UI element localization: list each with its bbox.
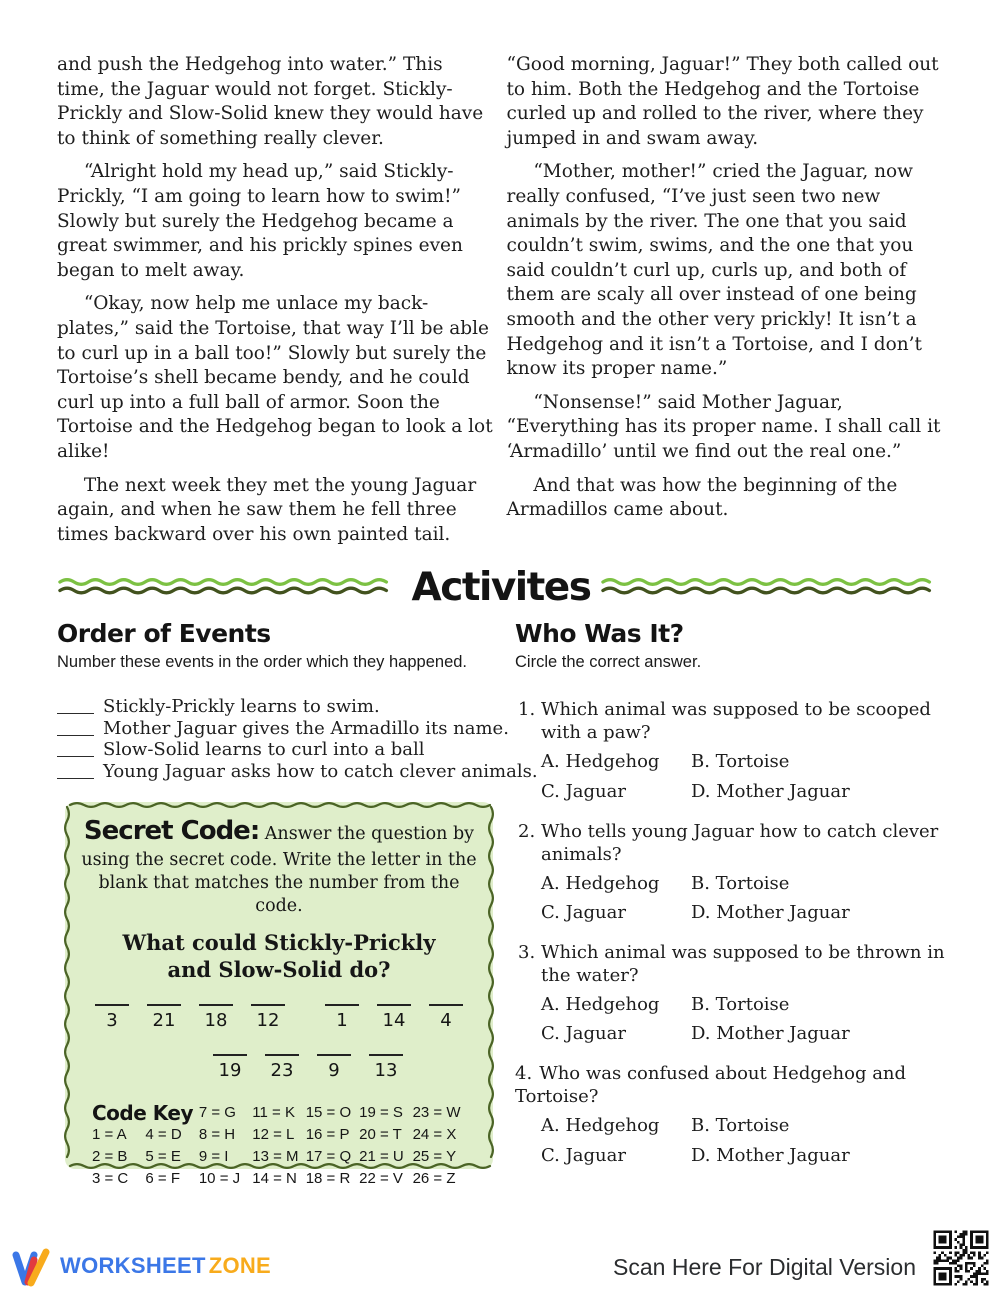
event-item: [57, 696, 501, 718]
activities-divider: [57, 565, 945, 611]
letter-blank[interactable]: 1: [325, 1004, 359, 1031]
activities-title: Activites: [411, 565, 591, 611]
question-1: [515, 698, 945, 802]
question-3: [515, 941, 945, 1045]
event-item: [57, 717, 509, 740]
answer-option[interactable]: A. Hedgehog: [541, 751, 660, 773]
answer-blank[interactable]: [57, 700, 94, 714]
code-key-cell: 14 = N: [252, 1169, 297, 1187]
who-was-it-instruction: Circle the correct answer.: [515, 653, 702, 672]
secret-code-instruction: Answer the question by using the secret code. Write the letter in the blank that matches the number from the code.: [81, 824, 477, 916]
secret-code-heading: Secret Code:: [83, 816, 260, 847]
answer-option[interactable]: C. Jaguar: [541, 780, 626, 802]
letter-blank[interactable]: 3: [95, 1004, 129, 1031]
code-key-cell: 5 = E: [145, 1147, 181, 1165]
question-text: Which animal was supposed to be scooped with a paw?: [541, 699, 931, 744]
code-key-cell: 9 = I: [198, 1147, 229, 1165]
story-column-left: [57, 53, 496, 556]
events-list: [57, 696, 538, 782]
worksheetzone-logo-icon: [11, 1244, 53, 1288]
wavy-line-icon: [57, 574, 402, 601]
code-word: [213, 1054, 403, 1081]
question-text: Who was confused about Hedgehog and Tortoise?: [515, 1063, 907, 1108]
event-text: Young Jaguar asks how to catch clever animals.: [103, 760, 538, 782]
event-item: [57, 760, 538, 783]
answer-blank[interactable]: [57, 765, 94, 779]
scan-here-label: Scan Here For Digital Version: [613, 1254, 916, 1280]
story-section: [57, 53, 945, 556]
question-number: 1.: [518, 699, 536, 721]
event-text: Slow-Solid learns to curl into a ball: [103, 739, 425, 761]
letter-blank[interactable]: 21: [147, 1004, 181, 1031]
answer-option[interactable]: B. Tortoise: [691, 1115, 790, 1137]
answer-option[interactable]: C. Jaguar: [541, 1023, 626, 1045]
answer-option[interactable]: A. Hedgehog: [541, 993, 660, 1015]
event-item: [57, 739, 501, 761]
question-2: [515, 820, 945, 924]
code-key-cell: 10 = J: [198, 1169, 241, 1187]
code-key-cell: 15 = O: [305, 1103, 352, 1121]
questions-list: [515, 698, 945, 1166]
code-key-cell: 18 = R: [305, 1169, 351, 1187]
question-number: 3.: [518, 941, 536, 963]
code-key: [80, 1102, 478, 1190]
code-key-cell: 25 = Y: [412, 1147, 457, 1165]
code-key-heading: Code Key: [92, 1100, 194, 1125]
question-number: 4.: [515, 1063, 533, 1085]
order-of-events-instruction: Number these events in the order which they happened.: [57, 653, 468, 672]
who-was-it-section: [515, 619, 945, 1183]
question-number: 2.: [518, 820, 536, 842]
code-blanks-row-2: [138, 1054, 478, 1081]
code-word: [95, 1004, 285, 1031]
event-text: Mother Jaguar gives the Armadillo its name.: [103, 717, 509, 739]
answer-option[interactable]: A. Hedgehog: [541, 872, 660, 894]
code-key-cell: 24 = X: [412, 1125, 457, 1143]
story-paragraph: “Okay, now help me unlace my back-plates,” said the Tortoise, that way I’ll be able to curl up in a ball too!” Slowly but surely the Tortoise’s shell became bendy, and he could curl up into a full ball of armor. Soon the Tortoise and the Hedgehog began to look a lot alike!: [57, 293, 493, 462]
code-key-cell: 23 = W: [412, 1103, 461, 1121]
qr-code-icon: [928, 1225, 994, 1291]
letter-blank[interactable]: 12: [251, 1004, 285, 1031]
answer-option[interactable]: D. Mother Jaguar: [691, 1144, 850, 1166]
story-column-right: [507, 53, 946, 556]
order-of-events-heading: Order of Events: [57, 619, 271, 649]
brand-text: [60, 1253, 271, 1279]
code-key-cell: 4 = D: [145, 1125, 182, 1143]
code-key-cell: 8 = H: [198, 1125, 236, 1143]
code-key-cell: 17 = Q: [305, 1147, 352, 1165]
secret-code-instruction-block: [80, 814, 478, 918]
answer-option[interactable]: C. Jaguar: [541, 902, 626, 924]
code-key-cell: 1 = A: [92, 1125, 127, 1143]
answer-option[interactable]: A. Hedgehog: [541, 1115, 660, 1137]
code-key-cell: 6 = F: [145, 1169, 181, 1187]
event-text: Stickly-Prickly learns to swim.: [103, 696, 380, 718]
code-key-cell: 20 = T: [359, 1125, 402, 1143]
question-4: [515, 1062, 945, 1166]
answer-option[interactable]: B. Tortoise: [691, 872, 790, 894]
letter-blank[interactable]: 23: [265, 1054, 299, 1081]
story-paragraph: “Alright hold my head up,” said Stickly-Prickly, “I am going to learn how to swim!” Slowly but surely the Hedgehog became a great swimmer, and his prickly spines even began to melt away.: [57, 161, 463, 281]
code-key-cell: 11 = K: [252, 1103, 295, 1121]
secret-code-box: [60, 798, 498, 1187]
code-key-cell: 2 = B: [92, 1147, 128, 1165]
letter-blank[interactable]: 4: [429, 1004, 463, 1031]
code-key-cell: 26 = Z: [412, 1169, 456, 1187]
secret-code-question: What could Stickly-Prickly and Slow-Solid do?: [122, 929, 436, 982]
story-paragraph: “Mother, mother!” cried the Jaguar, now really confused, “I’ve just seen two new animals by the river. The one that you said couldn’t swim, swims, and the one that you said couldn’t curl up, curls up, and both of them are scaly all over instead of one being smooth and the other very prickly! It isn’t a Hedgehog and it isn’t a Tortoise, and I don’t know its proper name.”: [506, 161, 922, 380]
wavy-line-icon: [600, 574, 945, 601]
code-word: [325, 1004, 463, 1031]
code-key-cell: 16 = P: [305, 1125, 350, 1143]
letter-blank[interactable]: 9: [317, 1054, 351, 1081]
answer-option[interactable]: D. Mother Jaguar: [691, 1023, 850, 1045]
brand-zone: ZONE: [208, 1253, 272, 1278]
answer-option[interactable]: B. Tortoise: [691, 751, 790, 773]
answer-option[interactable]: D. Mother Jaguar: [691, 902, 850, 924]
letter-blank[interactable]: 13: [369, 1054, 403, 1081]
worksheetzone-logo: [11, 1244, 271, 1288]
brand-worksheet: WORKSHEET: [60, 1253, 206, 1278]
story-paragraph: And that was how the beginning of the Armadillos came about.: [506, 474, 898, 521]
who-was-it-heading: Who Was It?: [515, 619, 684, 649]
code-key-cell: 19 = S: [359, 1103, 403, 1121]
answer-option[interactable]: B. Tortoise: [691, 993, 790, 1015]
answer-option[interactable]: C. Jaguar: [541, 1144, 626, 1166]
letter-blank[interactable]: 18: [199, 1004, 233, 1031]
story-paragraph: The next week they met the young Jaguar again, and when he saw them he fell three times backward over his own painted tail.: [57, 474, 477, 545]
story-paragraph: and push the Hedgehog into water.” This time, the Jaguar would not forget. Stickly-Prickly and Slow-Solid knew they would have to think of something really clever.: [57, 54, 484, 149]
code-key-cell: 13 = M: [252, 1147, 299, 1165]
code-key-cell: 3 = C: [92, 1169, 129, 1187]
question-text: Who tells young Jaguar how to catch clever animals?: [541, 820, 939, 865]
letter-blank[interactable]: 14: [377, 1004, 411, 1031]
code-key-cell: 7 = G: [198, 1103, 236, 1121]
question-text: Which animal was supposed to be thrown in the water?: [541, 941, 945, 986]
page-footer: [0, 1222, 1000, 1294]
answer-blank[interactable]: [57, 743, 94, 757]
code-blanks-row-1: [80, 1004, 478, 1031]
story-paragraph: “Good morning, Jaguar!” They both called out to him. Both the Hedgehog and the Tortoise curled up and rolled to the river, where they jumped in and swam away.: [506, 54, 939, 149]
order-of-events-section: [57, 619, 538, 1187]
code-key-cell: 12 = L: [252, 1125, 295, 1143]
code-key-cell: 22 = V: [359, 1169, 403, 1187]
story-paragraph: “Nonsense!” said Mother Jaguar, “Everything has its proper name. I shall call it ‘Armadillo’ until we find out the real one.”: [506, 391, 941, 462]
code-key-cell: 21 = U: [359, 1147, 404, 1165]
answer-option[interactable]: D. Mother Jaguar: [691, 780, 850, 802]
answer-blank[interactable]: [57, 722, 94, 736]
letter-blank[interactable]: 19: [213, 1054, 247, 1081]
